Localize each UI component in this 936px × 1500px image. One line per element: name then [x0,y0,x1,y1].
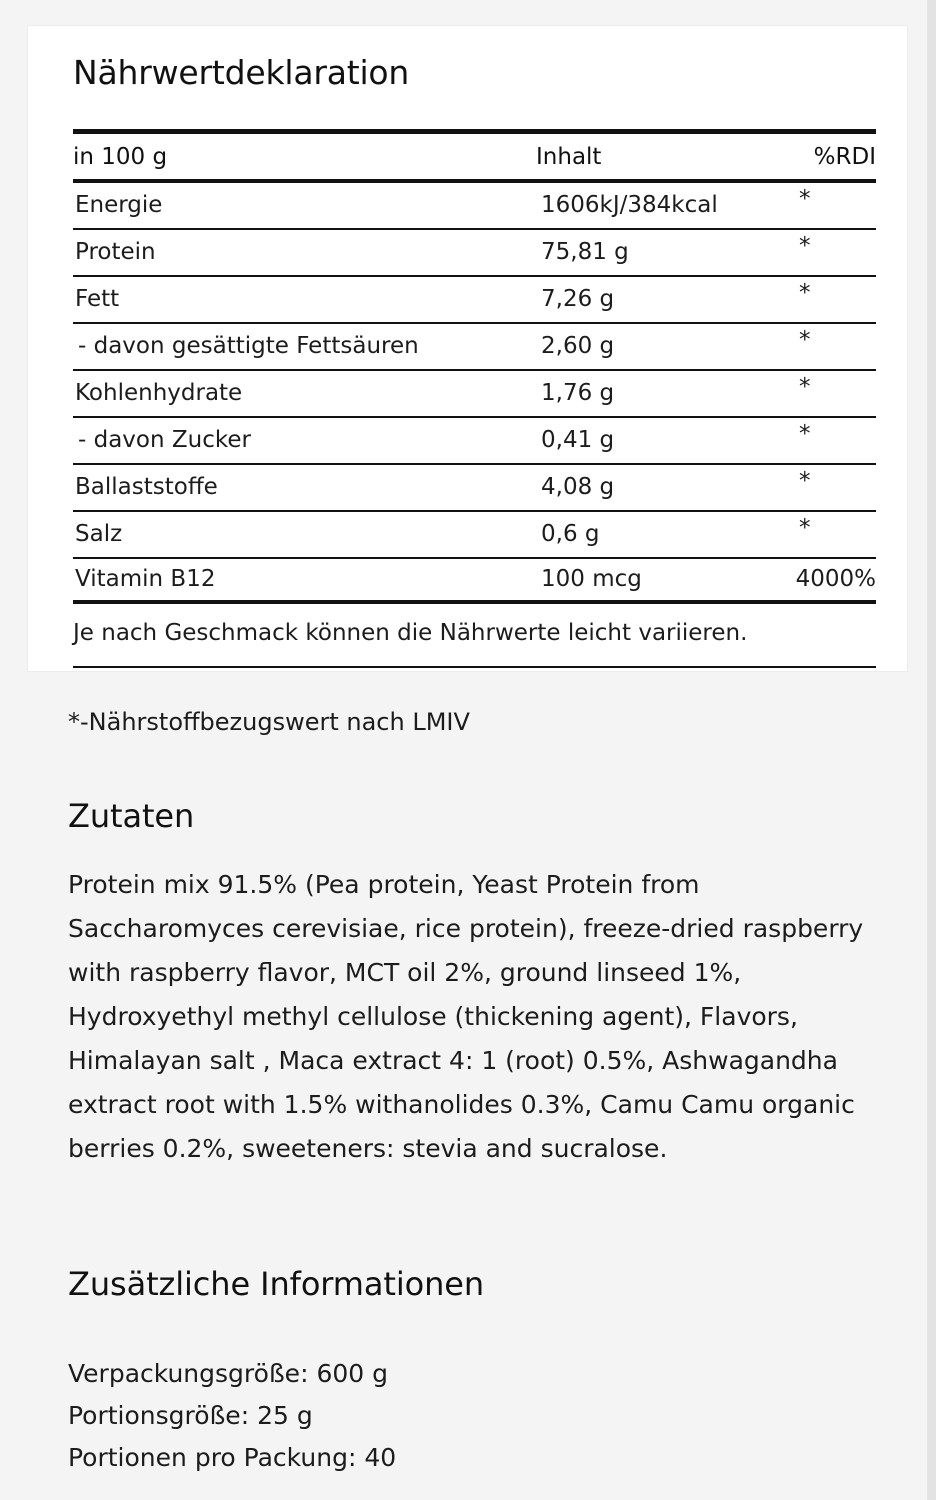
nutrient-name: Fett [73,276,536,323]
nutrient-value: 0,41 g [536,417,764,464]
servings-per-package-line: Portionen pro Packung: 40 [68,1442,397,1472]
table-row [73,370,876,417]
nutrition-note: Je nach Geschmack können die Nährwerte leicht variieren. [73,602,876,667]
table-row [73,276,876,323]
serving-size-line: Portionsgröße: 25 g [68,1400,313,1430]
table-row [73,511,876,558]
column-header-name: in 100 g [73,132,536,182]
nutrient-name: Energie [73,181,536,229]
column-header-rdi: %RDI [764,132,876,182]
column-header-value: Inhalt [536,132,764,182]
nutrition-table [73,129,876,668]
nutrient-name: Vitamin B12 [73,558,536,602]
nutrient-rdi: * [764,181,876,229]
ingredients-heading: Zutaten [68,797,195,835]
additional-information-heading: Zusätzliche Informationen [68,1265,485,1303]
table-row [73,229,876,276]
nutrient-value: 4,08 g [536,464,764,511]
page-title: Nährwertdeklaration [73,53,410,92]
nutrient-value: 75,81 g [536,229,764,276]
additional-information-list [68,1353,768,1478]
table-row [73,464,876,511]
nutrient-rdi: * [764,370,876,417]
nutrient-rdi: * [764,511,876,558]
nutrient-value: 100 mcg [536,558,764,602]
nutrient-name: Kohlenhydrate [73,370,536,417]
nutrient-name: Protein [73,229,536,276]
nutrient-name: Salz [73,511,536,558]
package-size-line: Verpackungsgröße: 600 g [68,1359,388,1388]
page-right-edge [927,0,936,1500]
nutrient-name: - davon gesättigte Fettsäuren [73,323,536,370]
nutrient-rdi: * [764,323,876,370]
table-row [73,323,876,370]
nutrient-value: 0,6 g [536,511,764,558]
table-header-row [73,132,876,182]
table-row [73,417,876,464]
nutrient-value: 1606kJ/384kcal [536,181,764,229]
ingredients-text: Protein mix 91.5% (Pea protein, Yeast Protein from Saccharomyces cerevisiae, rice protein), freeze-dried raspberry with raspberry flavor, MCT oil 2%, ground linseed 1%, Hydroxyethyl methyl cellulose (thickening agent), Flavors, Himalayan salt , Maca extract 4: 1 (root) 0.5%, Ashwagandha extract root with 1.5% withanolides 0.3%, Camu Camu organic berries 0.2%, sweeteners: stevia and sucralose. [68,870,864,1163]
nutrient-value: 1,76 g [536,370,764,417]
nutrient-rdi: * [764,229,876,276]
nutrient-name: Ballaststoffe [73,464,536,511]
nutrient-name: - davon Zucker [73,417,536,464]
table-row [73,558,876,602]
rdi-footnote: *-Nährstoffbezugswert nach LMIV [68,708,470,736]
nutrition-declaration-card [27,25,908,672]
nutrient-rdi: * [764,464,876,511]
nutrient-value: 7,26 g [536,276,764,323]
nutrient-rdi: * [764,417,876,464]
table-note-row [73,602,876,667]
nutrient-value: 2,60 g [536,323,764,370]
nutrient-rdi: * [764,276,876,323]
table-row [73,181,876,229]
nutrient-rdi: 4000% [764,558,876,602]
